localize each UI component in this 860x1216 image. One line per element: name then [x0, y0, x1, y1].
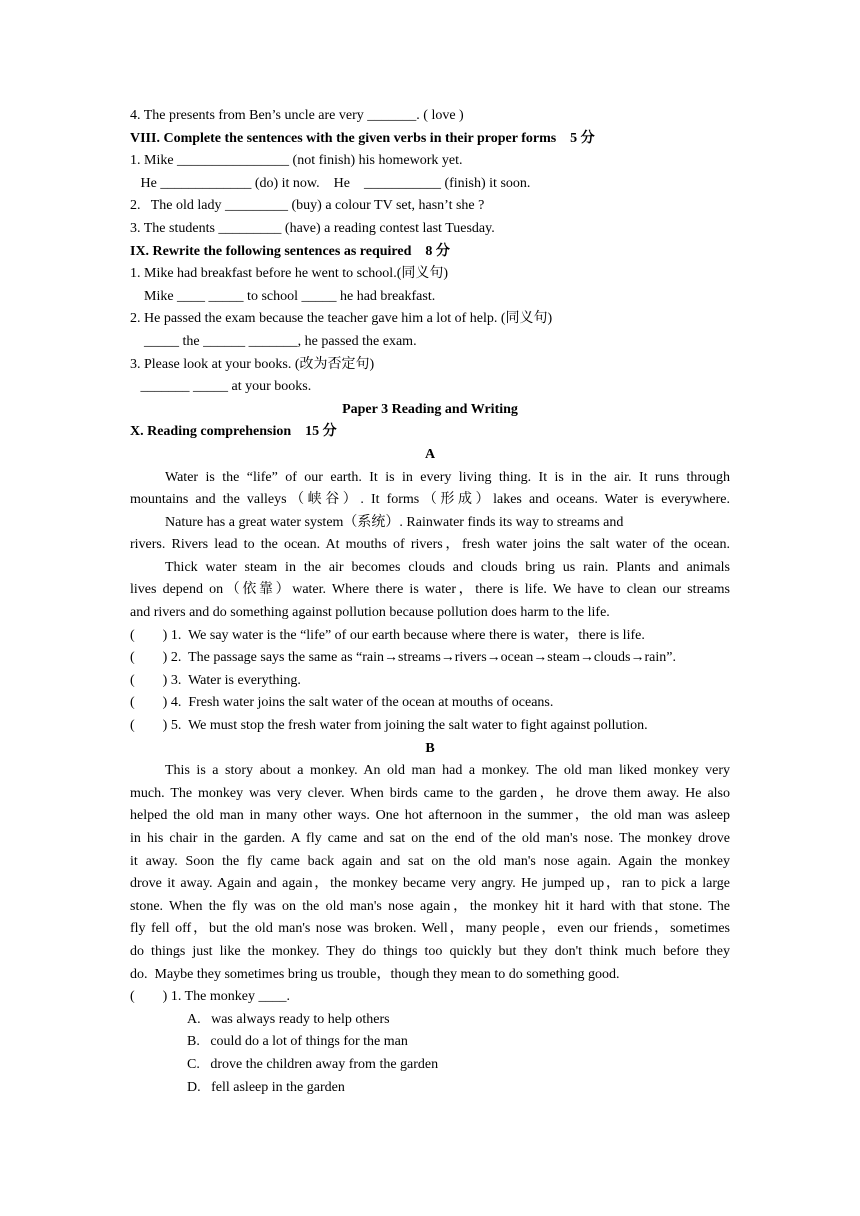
- section-heading: IX. Rewrite the following sentences as required 8 分: [130, 243, 450, 259]
- paper-title: Paper 3 Reading and Writing: [342, 401, 518, 417]
- passage-a-line: Thick water steam in the air becomes clouds and clouds bring us rain. Plants and animals: [165, 559, 730, 575]
- passage-label-b: B: [425, 740, 435, 756]
- passage-b-line: This is a story about a monkey. An old man had a monkey. The old man liked monkey very: [165, 763, 730, 779]
- passage-b-line: in his chair in the garden. A fly came and sat on the end of the old man's nose. The monkey drove: [130, 831, 730, 846]
- passage-b-line: do things just like the monkey. They do things too quickly but they don't think much before they: [130, 943, 730, 959]
- question-line: _____ the ______ _______, he passed the exam.: [130, 333, 417, 349]
- passage-b-line: stone. When the fly was on the old man's nose again，the monkey hit it hard with that stone. The: [130, 898, 730, 914]
- question-a-item: ( ) 4. Fresh water joins the salt water of the ocean at mouths of oceans.: [130, 695, 554, 711]
- question-a-item: ( ) 1. We say water is the “life” of our earth because where there is water，there is life.: [130, 627, 645, 643]
- question-a-item: ( ) 2. The passage says the same as “rain→streams→rivers→ocean→steam→clouds→rain”.: [130, 650, 676, 666]
- answer-option-c: C. drove the children away from the garden: [187, 1056, 439, 1072]
- question-line: _______ _____ at your books.: [130, 379, 312, 395]
- section-heading: VIII. Complete the sentences with the given verbs in their proper forms 5 分: [130, 130, 595, 146]
- passage-b-line: fly fell off，but the old man's nose was broken. Well，many people，even our friends，sometimes: [130, 921, 730, 937]
- answer-option-d: D. fell asleep in the garden: [187, 1079, 345, 1095]
- question-line: Mike ____ _____ to school _____ he had breakfast.: [130, 288, 436, 304]
- question-line: 2. The old lady _________ (buy) a colour TV set, hasn’t she ?: [130, 198, 485, 214]
- question-b-item: ( ) 1. The monkey ____.: [130, 989, 290, 1005]
- passage-a-line: rivers. Rivers lead to the ocean. At mouths of rivers，fresh water joins the salt water of the ocean.: [130, 537, 730, 553]
- passage-a-line: Water is the “life” of our earth. It is in every living thing. It is in the air. It runs through: [165, 469, 730, 485]
- passage-b-line: do. Maybe they sometimes bring us trouble，though they mean to do something good.: [130, 966, 620, 982]
- exam-page: [130, 105, 730, 1099]
- passage-a-line: mountains and the valleys（峡谷）. It forms（形成）lakes and oceans. Water is everywhere.: [130, 492, 730, 508]
- passage-label-a: A: [424, 446, 436, 462]
- question-a-item: ( ) 3. Water is everything.: [130, 672, 301, 688]
- passage-b-line: it away. Soon the fly came back again and sat on the old man's nose again. Again the monkey: [130, 853, 730, 869]
- passage-a-line: lives depend on（依靠）water. Where there is water，there is life. We have to clean our streams: [130, 582, 730, 598]
- question-line: 4. The presents from Ben’s uncle are very _______. ( love ): [130, 108, 464, 123]
- question-line: 1. Mike had breakfast before he went to school.(同义句): [130, 266, 449, 282]
- question-line: 2. He passed the exam because the teacher gave him a lot of help. (同义句): [130, 311, 553, 327]
- question-line: He _____________ (do) it now. He ___________ (finish) it soon.: [130, 175, 531, 191]
- question-line: 3. The students _________ (have) a reading contest last Tuesday.: [130, 220, 495, 236]
- question-line: 1. Mike ________________ (not finish) his homework yet.: [130, 153, 463, 169]
- section-heading: X. Reading comprehension 15 分: [130, 424, 337, 440]
- passage-b-line: helped the old man in many other ways. One hot afternoon in the summer，the old man was asleep: [130, 808, 730, 824]
- question-a-item: ( ) 5. We must stop the fresh water from joining the salt water to fight against pollution.: [130, 718, 648, 734]
- passage-a-line: Nature has a great water system（系统）. Rainwater finds its way to streams and: [165, 514, 624, 530]
- answer-option-b: B. could do a lot of things for the man: [187, 1034, 408, 1050]
- passage-b-line: much. The monkey was very clever. When birds came to the garden，he drove them away. He also: [130, 785, 730, 801]
- answer-option-a: A. was always ready to help others: [187, 1011, 390, 1027]
- passage-b-line: drove it away. Again and again，the monkey became very angry. He jumped up，ran to pick a large: [130, 876, 730, 892]
- passage-a-line: and rivers and do something against pollution because pollution does harm to the life.: [130, 605, 610, 621]
- question-line: 3. Please look at your books. (改为否定句): [130, 356, 375, 372]
